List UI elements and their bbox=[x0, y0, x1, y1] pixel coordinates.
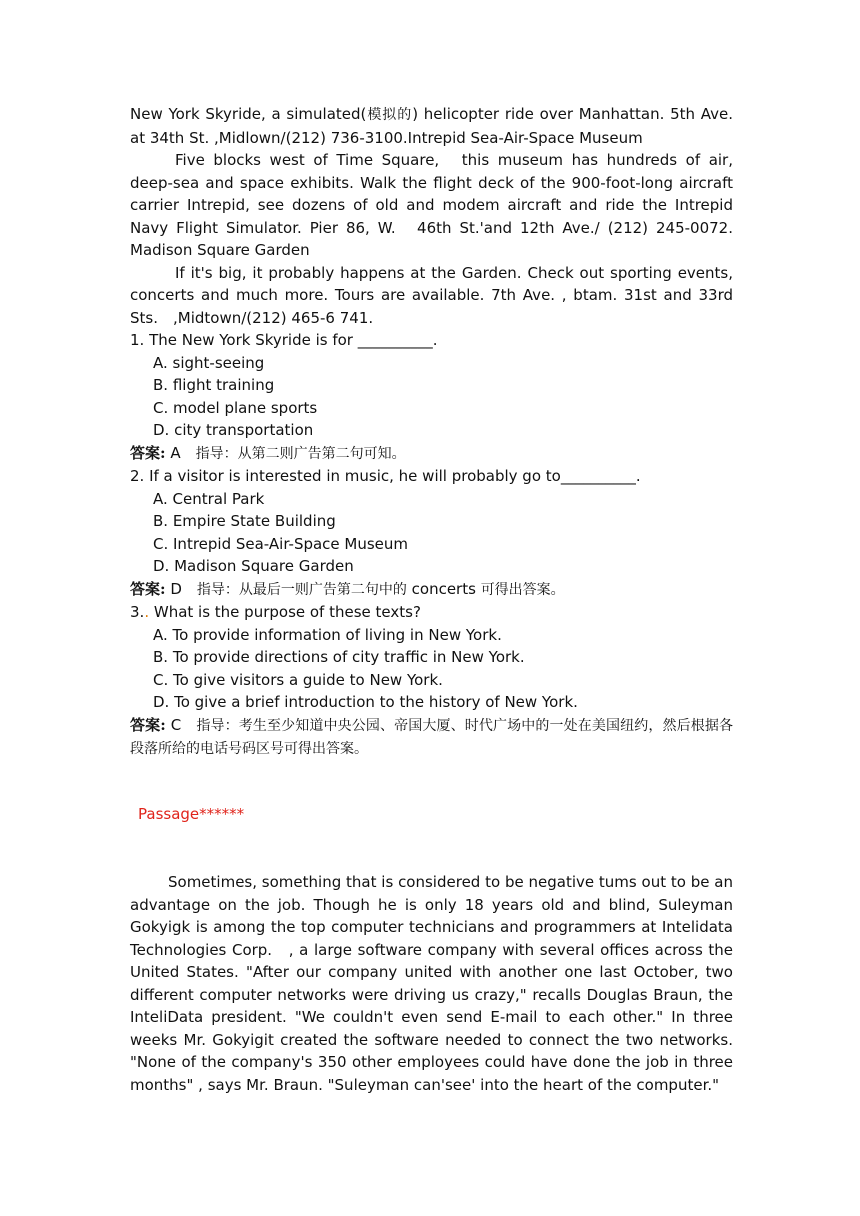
answer-guide-tail: 可得出答案。 bbox=[480, 581, 565, 598]
answer-label: 答案: bbox=[130, 579, 166, 598]
passage-body: Sometimes, something that is considered to be negative tums out to be an advantage on the job. Though he is only 18 years old and blind, Suleyman Gokyigk is among the top computer technicians and programmers at Intelidata Technologies Corp. , a large software company with several offices across the United States. "After our company united with another one last October, two different computer networks were driving us crazy," recalls Douglas Braun, the InteliData president. "We couldn't even send E-mail to each other." In three weeks Mr. Gokyigit created the software needed to connect the two networks. "None of the company's 350 other employees could have done the job in three months" , says Mr. Braun. "Suleyman can'see' into the heart of the computer." bbox=[130, 873, 733, 1094]
intrepid-ad-text: Five blocks west of Time Square, this museum has hundreds of air, deep-sea and space exhibits. Walk the flight deck of the 900-foot-long aircraft carrier Intrepid, see dozens of old and modem aircraft and ride the Intrepid Navy Flight Simulator. Pier 86, W. 46th St.'and 12th Ave./ (212) 245-0072. Madison Square Garden bbox=[130, 151, 733, 259]
question-3-option-b: B. To provide directions of city traffic in New York. bbox=[153, 648, 525, 666]
question-3-answer bbox=[130, 714, 733, 761]
passage-heading: Passage****** bbox=[138, 805, 245, 823]
question-2-option-d: D. Madison Square Garden bbox=[153, 557, 354, 575]
answer-guide-keyword: concerts bbox=[406, 579, 481, 598]
answer-guide: 指导：从最后一则广告第二句中的 bbox=[196, 581, 407, 598]
garden-ad-text: If it's big, it probably happens at the Garden. Check out sporting events, concerts and much more. Tours are available. 7th Ave. , btam. 31st and 33rd Sts. ,Midtown/(212) 465-6 741. bbox=[130, 263, 733, 327]
question-3-text: What is the purpose of these texts? bbox=[149, 603, 421, 621]
answer-letter: A bbox=[165, 443, 196, 462]
question-1-answer bbox=[130, 442, 733, 466]
question-3-option-d: D. To give a brief introduction to the history of New York. bbox=[153, 693, 578, 711]
skyride-ad-text bbox=[130, 103, 733, 149]
answer-label: 答案: bbox=[130, 715, 166, 734]
question-2-answer bbox=[130, 578, 733, 602]
question-1-option-b: B. flight training bbox=[153, 376, 275, 394]
question-2-stem: 2. If a visitor is interested in music, he will probably go to__________. bbox=[130, 467, 641, 485]
question-1-option-a: A. sight-seeing bbox=[153, 353, 265, 372]
passage-section bbox=[130, 871, 733, 1096]
question-3-stem bbox=[130, 601, 733, 624]
question-2-option-b: B. Empire State Building bbox=[153, 512, 336, 530]
question-1-stem: 1. The New York Skyride is for __________. bbox=[130, 331, 438, 349]
answer-letter: D bbox=[165, 579, 197, 598]
skyride-text-pre: New York Skyride, a simulated( bbox=[130, 105, 367, 123]
answer-guide: 指导：从第二则广告第二句可知。 bbox=[195, 445, 406, 462]
question-3-number: 3. bbox=[130, 603, 145, 621]
question-2-option-a: A. Central Park bbox=[153, 489, 265, 508]
skyride-text-post: ) helicopter ride over Manhattan. 5th Ave. at 34th St. ,Midlown/(212) 736-3100.Intrepid Sea-Air-Space Museum bbox=[130, 105, 734, 147]
question-1-option-c: C. model plane sports bbox=[153, 398, 318, 417]
answer-label: 答案: bbox=[130, 443, 166, 462]
answer-letter: C bbox=[165, 715, 197, 734]
skyride-text-cn: 模拟的 bbox=[366, 107, 413, 123]
question-3-option-c: C. To give visitors a guide to New York. bbox=[153, 670, 443, 689]
question-3-dot: . bbox=[144, 603, 150, 621]
question-1-option-d: D. city transportation bbox=[153, 421, 314, 439]
document-body bbox=[130, 103, 733, 761]
question-3-option-a: A. To provide information of living in New York. bbox=[153, 625, 502, 644]
question-2-option-c: C. Intrepid Sea-Air-Space Museum bbox=[153, 534, 409, 553]
answer-guide: 指导：考生至少知道中央公园、帝国大厦、时代广场中的一处在美国纽约，然后根据各段落所给的电话号码区号可得出答案。 bbox=[130, 717, 734, 757]
